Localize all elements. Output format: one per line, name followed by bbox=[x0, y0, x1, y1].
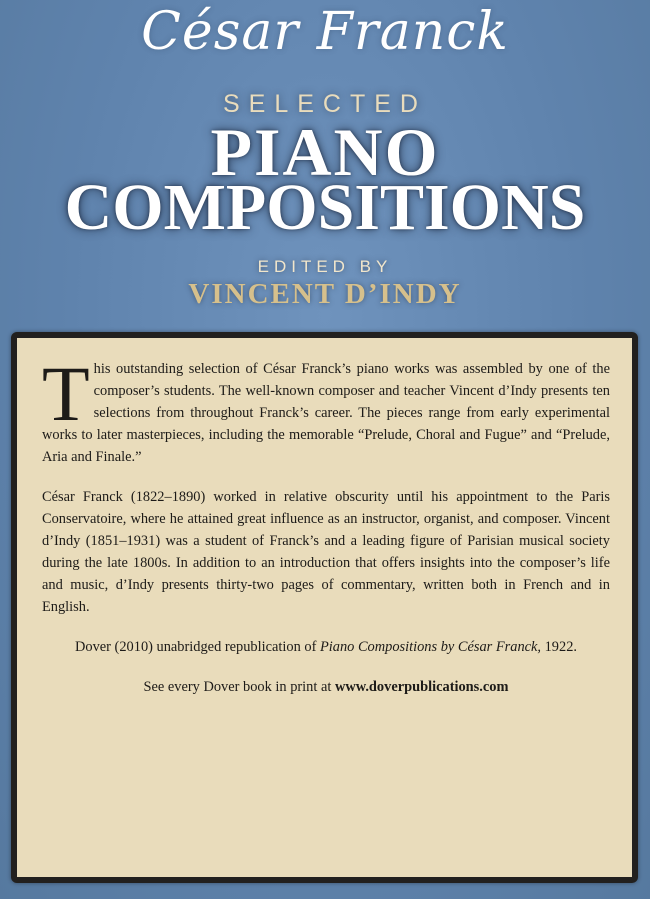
website-prefix: See every Dover book in print at bbox=[143, 679, 335, 695]
description-content bbox=[42, 350, 610, 716]
website-link[interactable]: www.doverpublications.com bbox=[334, 679, 509, 695]
subtitle-selected: SELECTED bbox=[223, 90, 427, 118]
publication-note bbox=[42, 636, 610, 658]
publication-prefix: Dover (2010) unabridged republication of bbox=[75, 639, 320, 655]
description-paragraph-1 bbox=[42, 350, 610, 468]
edited-by-label: EDITED BY bbox=[257, 257, 393, 276]
description-panel bbox=[11, 332, 638, 883]
publication-suffix: 1922. bbox=[541, 639, 577, 655]
title-line-2: COMPOSITIONS bbox=[64, 171, 586, 244]
title-line-1: PIANO bbox=[210, 114, 440, 190]
publication-title: Piano Compositions by César Franck, bbox=[319, 639, 542, 655]
drop-cap: T bbox=[42, 350, 90, 437]
description-paragraph-2: César Franck (1822–1890) worked in relative obscurity until his appointment to the Paris Conservatoire, where he attained great influence as an instructor, organist, and composer. Vincent d’Indy (1851–1931) was a student of Franck’s and a leading figure of Parisian musical society during the late 1800s. In addition to an introduction that offers insights into the composer’s life and music, d’Indy presents thirty-two pages of commentary, written both in French and in English. bbox=[42, 489, 610, 615]
paragraph-1-text: his outstanding selection of César Franck’s piano works was assembled by one of the composer’s students. The well-known composer and teacher Vincent d’Indy presents ten selections from throughout Franck’s career. The pieces range from early experimental works to later masterpieces, including the memorable “Prelude, Choral and Fugue” and “Prelude, Aria and Finale.” bbox=[42, 361, 610, 465]
website-note bbox=[42, 676, 610, 698]
author-name: César Franck bbox=[141, 2, 509, 62]
editor-name: VINCENT D’INDY bbox=[188, 278, 462, 310]
